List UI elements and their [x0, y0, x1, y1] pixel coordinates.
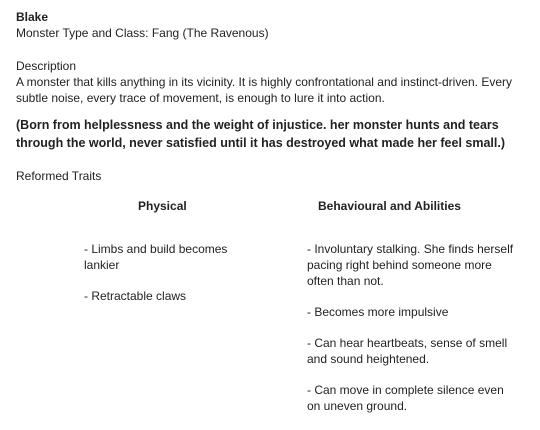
spacer	[16, 184, 528, 198]
spacer	[16, 106, 528, 116]
behavioural-trait-item: - Involuntary stalking. She finds herself pacing right behind someone more often than not.	[307, 242, 514, 288]
behavioural-trait-item: - Can move in complete silence even on uneven ground.	[307, 383, 504, 413]
physical-trait-list	[84, 241, 252, 319]
physical-heading: Physical	[138, 199, 187, 213]
behavioural-trait-list	[307, 241, 519, 429]
behavioural-trait-item: - Becomes more impulsive	[307, 305, 449, 319]
behavioural-trait-item: - Can hear heartbeats, sense of smell and sound heightened.	[307, 336, 508, 366]
character-name: Blake	[16, 10, 49, 24]
description-heading: Description	[16, 59, 77, 73]
traits-columns	[16, 198, 528, 428]
monster-type-line: Monster Type and Class: Fang (The Ravenous)	[16, 26, 269, 40]
physical-trait-item: - Retractable claws	[84, 289, 187, 303]
document-page	[16, 9, 528, 428]
behavioural-heading: Behavioural and Abilities	[318, 199, 461, 213]
description-text: A monster that kills anything in its vicinity. It is highly confrontational and instinct-driven. Every subtle noise, every trace of movement, is enough to lure it into action.	[16, 75, 513, 105]
reformed-traits-heading: Reformed Traits	[16, 169, 102, 183]
origin-statement: (Born from helplessness and the weight of injustice. her monster hunts and tears through the world, never satisfied until it has destroyed what made her feel small.)	[16, 118, 505, 150]
physical-trait-item: - Limbs and build becomes lankier	[84, 242, 228, 272]
spacer	[16, 41, 528, 58]
spacer	[16, 152, 528, 168]
